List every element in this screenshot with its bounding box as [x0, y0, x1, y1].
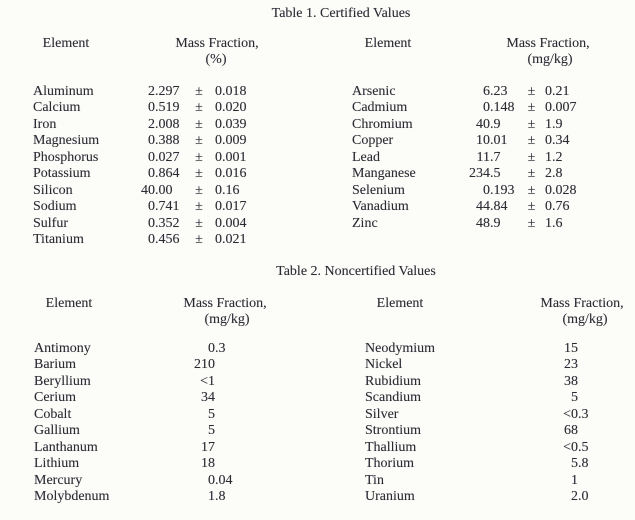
uncertainty-cell: 1.6	[545, 215, 563, 231]
element-cell: Iron	[33, 116, 57, 132]
element-cell: Thorium	[365, 456, 414, 472]
table1-right-rows	[352, 84, 635, 232]
value-frac-cell	[215, 407, 310, 423]
table-row	[365, 390, 633, 406]
table-row	[33, 166, 311, 182]
table2-left-mass-fraction-header: Mass Fraction,	[183, 296, 267, 311]
table-row	[365, 407, 633, 423]
plus-minus-symbol: ±	[195, 149, 203, 165]
element-cell: Neodymium	[365, 341, 435, 356]
uncertainty-cell: 0.76	[545, 199, 570, 215]
table-row	[34, 423, 310, 439]
plus-minus-symbol: ±	[195, 182, 203, 198]
element-cell: Beryllium	[34, 373, 91, 389]
value-frac-cell	[215, 456, 310, 472]
value-frac-cell: .864	[155, 166, 180, 182]
uncertainty-cell: 0.020	[215, 100, 247, 116]
value-frac-cell: .388	[155, 133, 180, 149]
table-row	[33, 84, 311, 100]
value-frac-cell	[215, 390, 310, 406]
value-frac-cell: .027	[155, 149, 180, 165]
value-int-cell: <0	[563, 406, 578, 422]
value-int-cell: 15	[564, 341, 578, 356]
value-frac-cell	[578, 473, 633, 489]
table-row	[33, 150, 311, 166]
value-int-cell: 2	[148, 116, 155, 132]
value-frac-cell: .84	[490, 199, 508, 215]
value-int-cell: 5	[208, 423, 215, 439]
table1-right-mass-fraction-header: Mass Fraction,	[506, 36, 590, 51]
value-frac-cell: .008	[155, 116, 180, 132]
value-frac-cell: .3	[578, 406, 589, 422]
value-int-cell: 17	[201, 439, 215, 455]
value-int-cell: 44	[476, 199, 490, 215]
value-frac-cell: .8	[578, 456, 589, 472]
element-cell: Gallium	[34, 423, 80, 439]
value-int-cell: 1	[571, 472, 578, 488]
value-int-cell: 38	[564, 373, 578, 389]
table2-right-rows	[365, 341, 633, 505]
table-row	[365, 489, 633, 505]
element-cell: Sulfur	[33, 215, 68, 231]
element-cell: Copper	[352, 133, 394, 149]
element-cell: Mercury	[34, 472, 83, 488]
value-int-cell: 40	[476, 116, 490, 132]
uncertainty-cell: 0.021	[215, 231, 247, 247]
element-cell: Nickel	[365, 357, 403, 373]
value-int-cell: 5	[208, 406, 215, 422]
value-int-cell: 0	[148, 199, 155, 215]
uncertainty-cell: 0.017	[215, 199, 247, 215]
table-row	[33, 199, 311, 215]
value-int-cell: 0	[208, 472, 215, 488]
uncertainty-cell: 0.018	[215, 84, 247, 99]
uncertainty-cell: 0.028	[545, 182, 577, 198]
value-frac-cell	[578, 390, 633, 406]
element-cell: Lithium	[34, 456, 80, 472]
element-cell: Lanthanum	[34, 439, 98, 455]
value-int-cell: 234	[469, 166, 490, 182]
value-int-cell: 2	[148, 84, 155, 99]
table-row	[34, 489, 310, 505]
table2-title: Table 2. Noncertified Values	[276, 264, 436, 279]
table-row	[352, 183, 635, 199]
table-row	[352, 216, 635, 232]
table1-title: Table 1. Certified Values	[271, 6, 411, 21]
table-row	[33, 216, 311, 232]
value-frac-cell	[215, 374, 310, 390]
value-frac-cell: .741	[155, 199, 180, 215]
value-frac-cell: .9	[490, 215, 501, 231]
table1-left-element-header: Element	[42, 36, 90, 51]
table-row	[365, 456, 633, 472]
value-frac-cell: .193	[490, 182, 515, 198]
table-row	[365, 374, 633, 390]
table1-right-unit-header: (mg/kg)	[527, 52, 573, 67]
table-row	[352, 133, 635, 149]
value-frac-cell: .04	[215, 472, 233, 488]
element-cell: Chromium	[352, 116, 413, 132]
element-cell: Sodium	[33, 199, 77, 215]
uncertainty-cell: 0.34	[545, 133, 570, 149]
element-cell: Silver	[365, 406, 399, 422]
element-cell: Arsenic	[352, 84, 396, 99]
element-cell: Manganese	[352, 166, 416, 182]
value-int-cell: 0	[148, 166, 155, 182]
plus-minus-symbol: ±	[195, 116, 203, 132]
value-frac-cell: .3	[215, 341, 226, 356]
element-cell: Molybdenum	[34, 488, 110, 504]
value-int-cell: 1	[208, 488, 215, 504]
table-row	[34, 456, 310, 472]
element-cell: Phosphorus	[33, 149, 99, 165]
plus-minus-symbol: ±	[195, 84, 203, 99]
table-row	[365, 341, 633, 357]
value-frac-cell	[215, 357, 310, 373]
table-row	[34, 374, 310, 390]
plus-minus-symbol: ±	[195, 199, 203, 215]
table-row	[352, 117, 635, 133]
element-cell: Vanadium	[352, 199, 409, 215]
table2-left-unit-header: (mg/kg)	[204, 312, 250, 327]
element-cell: Tin	[365, 472, 384, 488]
value-int-cell: 48	[476, 215, 490, 231]
element-cell: Rubidium	[365, 373, 422, 389]
element-cell: Potassium	[33, 166, 91, 182]
uncertainty-cell: 1.9	[545, 116, 563, 132]
plus-minus-symbol: ±	[527, 100, 536, 116]
plus-minus-symbol: ±	[527, 133, 536, 149]
uncertainty-cell: 0.21	[545, 84, 570, 99]
table-row	[365, 423, 633, 439]
table-row	[34, 440, 310, 456]
value-frac-cell: .297	[155, 84, 180, 99]
value-frac-cell: .5	[490, 166, 501, 182]
table-row	[365, 357, 633, 373]
value-int-cell: 210	[194, 357, 215, 373]
value-int-cell: <1	[200, 373, 215, 389]
value-frac-cell: .519	[155, 100, 180, 116]
value-frac-cell	[578, 357, 633, 373]
plus-minus-symbol: ±	[195, 100, 203, 116]
uncertainty-cell: 0.007	[545, 100, 577, 116]
table2-right-mass-fraction-header: Mass Fraction,	[540, 296, 624, 311]
element-cell: Thallium	[365, 439, 417, 455]
value-frac-cell: .0	[578, 488, 589, 504]
uncertainty-cell: 0.039	[215, 116, 247, 132]
table2-right-element-header: Element	[376, 296, 424, 311]
element-cell: Scandium	[365, 390, 421, 406]
value-frac-cell: .456	[155, 231, 180, 247]
value-int-cell: 0	[208, 341, 215, 356]
plus-minus-symbol: ±	[527, 84, 536, 99]
table1-left-rows	[33, 84, 311, 248]
table-row	[352, 100, 635, 116]
element-cell: Zinc	[352, 215, 378, 231]
value-frac-cell: .8	[215, 488, 226, 504]
uncertainty-cell: 2.8	[545, 166, 563, 182]
uncertainty-cell: 1.2	[545, 149, 563, 165]
value-frac-cell: .9	[490, 116, 501, 132]
value-int-cell: 0	[148, 149, 155, 165]
value-frac-cell: .00	[155, 182, 173, 198]
table2-left-rows	[34, 341, 310, 505]
table2-right-unit-header: (mg/kg)	[562, 312, 608, 327]
element-cell: Titanium	[33, 231, 84, 247]
plus-minus-symbol: ±	[527, 149, 536, 165]
value-frac-cell: .352	[155, 215, 180, 231]
value-int-cell: 0	[483, 100, 490, 116]
plus-minus-symbol: ±	[195, 215, 203, 231]
element-cell: Strontium	[365, 423, 422, 439]
element-cell: Aluminum	[33, 84, 94, 99]
uncertainty-cell: 0.004	[215, 215, 247, 231]
plus-minus-symbol: ±	[195, 231, 203, 247]
table-row	[34, 341, 310, 357]
table-row	[352, 84, 635, 100]
value-frac-cell	[578, 374, 633, 390]
table-row	[33, 232, 311, 248]
value-int-cell: 0	[148, 133, 155, 149]
uncertainty-cell: 0.16	[215, 182, 240, 198]
element-cell: Cobalt	[34, 406, 72, 422]
plus-minus-symbol: ±	[195, 133, 203, 149]
plus-minus-symbol: ±	[527, 166, 536, 182]
value-frac-cell: .5	[578, 439, 589, 455]
plus-minus-symbol: ±	[527, 199, 536, 215]
value-frac-cell	[215, 440, 310, 456]
value-int-cell: 0	[148, 231, 155, 247]
element-cell: Selenium	[352, 182, 405, 198]
table-row	[33, 117, 311, 133]
table-row	[352, 199, 635, 215]
value-int-cell: 2	[571, 488, 578, 504]
table-row	[33, 183, 311, 199]
plus-minus-symbol: ±	[195, 166, 203, 182]
value-int-cell: 23	[564, 357, 578, 373]
value-int-cell: <0	[563, 439, 578, 455]
value-frac-cell: .01	[490, 133, 508, 149]
table1-right-element-header: Element	[364, 36, 412, 51]
value-int-cell: 5	[571, 456, 578, 472]
value-frac-cell: .7	[490, 149, 501, 165]
value-int-cell: 5	[571, 390, 578, 406]
uncertainty-cell: 0.001	[215, 149, 247, 165]
element-cell: Magnesium	[33, 133, 100, 149]
table1-left-unit-header: (%)	[205, 52, 227, 67]
element-cell: Lead	[352, 149, 380, 165]
value-int-cell: 10	[476, 133, 490, 149]
value-int-cell: 11	[476, 149, 490, 165]
table-row	[365, 473, 633, 489]
value-int-cell: 0	[148, 215, 155, 231]
element-cell: Calcium	[33, 100, 81, 116]
value-frac-cell	[578, 341, 633, 357]
table-row	[33, 100, 311, 116]
element-cell: Uranium	[365, 488, 415, 504]
uncertainty-cell: 0.016	[215, 166, 247, 182]
value-int-cell: 6	[483, 84, 490, 99]
element-cell: Cerium	[34, 390, 76, 406]
table-row	[34, 390, 310, 406]
table-row	[352, 166, 635, 182]
plus-minus-symbol: ±	[527, 182, 536, 198]
table1-left-mass-fraction-header: Mass Fraction,	[175, 36, 259, 51]
table-row	[34, 357, 310, 373]
value-int-cell: 34	[201, 390, 215, 406]
table-row	[34, 473, 310, 489]
value-frac-cell	[215, 423, 310, 439]
value-int-cell: 0	[148, 100, 155, 116]
table2-left-element-header: Element	[45, 296, 93, 311]
plus-minus-symbol: ±	[527, 215, 536, 231]
value-int-cell: 68	[564, 423, 578, 439]
plus-minus-symbol: ±	[527, 116, 536, 132]
table-row	[365, 440, 633, 456]
element-cell: Cadmium	[352, 100, 408, 116]
value-int-cell: 40	[141, 182, 155, 198]
element-cell: Silicon	[33, 182, 73, 198]
value-frac-cell	[578, 423, 633, 439]
table-row	[34, 407, 310, 423]
value-int-cell: 18	[201, 456, 215, 472]
table-row	[352, 150, 635, 166]
element-cell: Barium	[34, 357, 76, 373]
uncertainty-cell: 0.009	[215, 133, 247, 149]
value-frac-cell: .148	[490, 100, 515, 116]
value-int-cell: 0	[483, 182, 490, 198]
element-cell: Antimony	[34, 341, 91, 356]
table-row	[33, 133, 311, 149]
value-frac-cell: .23	[490, 84, 508, 99]
